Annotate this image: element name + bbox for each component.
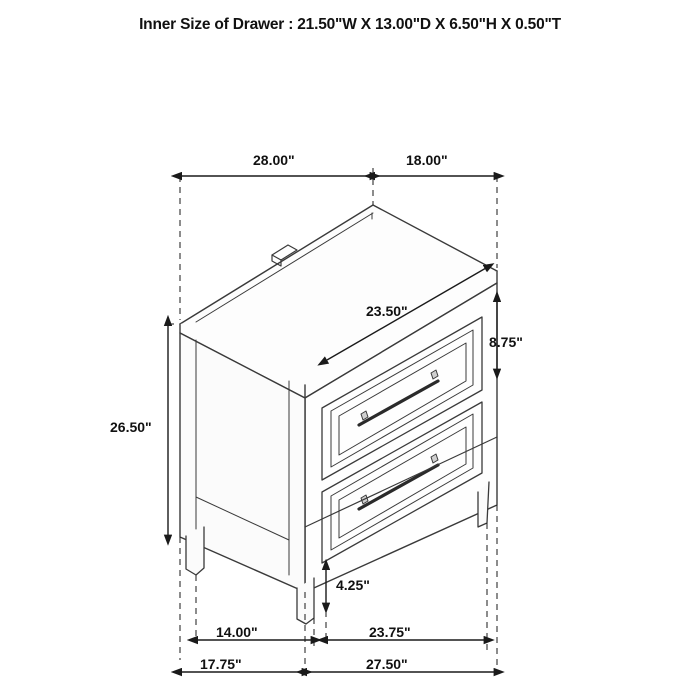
dim-label-bottom-left: 14.00" bbox=[216, 624, 258, 640]
nightstand-illustration bbox=[180, 205, 497, 624]
dim-label-overall-height: 26.50" bbox=[110, 419, 152, 435]
dim-label-bottom-right: 23.75" bbox=[369, 624, 411, 640]
dim-label-base-left: 17.75" bbox=[200, 656, 242, 672]
dim-label-top-depth: 18.00" bbox=[406, 152, 448, 168]
dim-label-top-width: 28.00" bbox=[253, 152, 295, 168]
dim-label-drawer-height: 8.75" bbox=[489, 334, 523, 350]
dim-label-base-right: 27.50" bbox=[366, 656, 408, 672]
dim-label-leg-height: 4.25" bbox=[336, 577, 370, 593]
page-title: Inner Size of Drawer : 21.50"W X 13.00"D X 6.50"H X 0.50"T bbox=[139, 16, 561, 33]
dim-label-diagonal-depth: 23.50" bbox=[366, 303, 408, 319]
